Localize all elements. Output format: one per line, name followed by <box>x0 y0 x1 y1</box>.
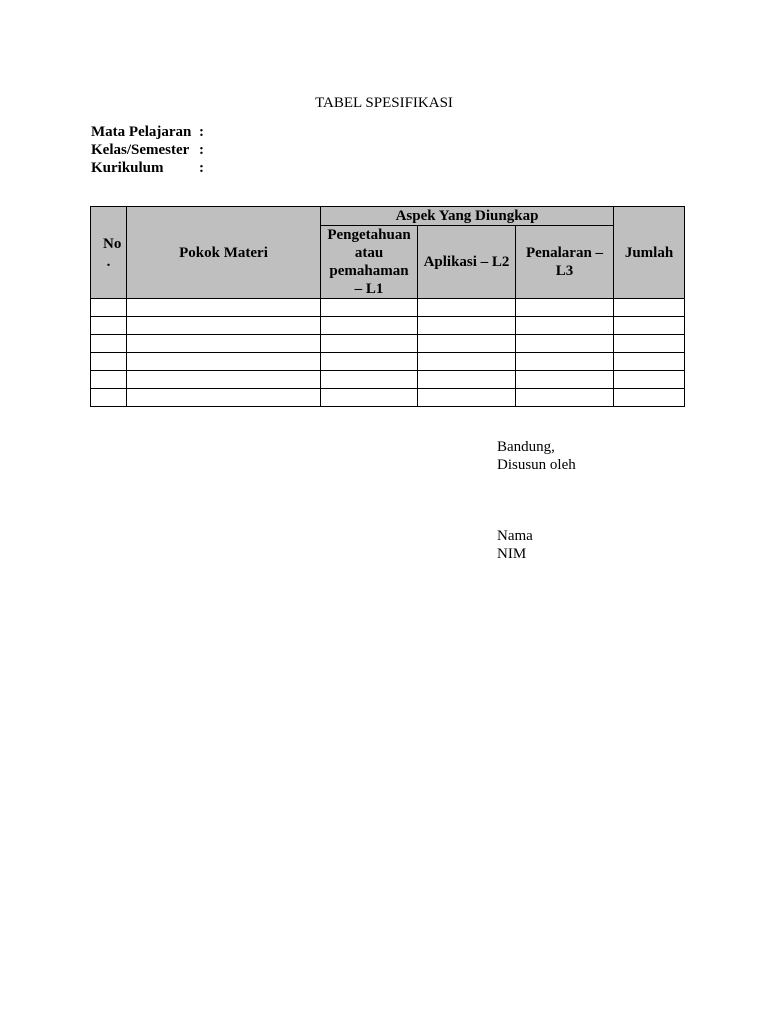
table-cell[interactable] <box>91 353 127 371</box>
table-cell[interactable] <box>418 353 516 371</box>
table-row <box>91 353 685 371</box>
table-cell[interactable] <box>127 299 321 317</box>
field-label: Mata Pelajaran <box>91 124 192 140</box>
field-colon: : <box>199 142 204 158</box>
table-cell[interactable] <box>127 317 321 335</box>
table-cell[interactable] <box>418 335 516 353</box>
table-cell[interactable] <box>91 371 127 389</box>
field-colon: : <box>199 160 204 176</box>
table-cell[interactable] <box>614 299 685 317</box>
identity-fields <box>91 123 209 177</box>
table-cell[interactable] <box>614 317 685 335</box>
header-l3: Penalaran – L3 <box>516 226 614 299</box>
table-cell[interactable] <box>516 389 614 407</box>
field-mata-pelajaran <box>91 123 209 141</box>
table-cell[interactable] <box>91 389 127 407</box>
signature-name: Nama <box>497 528 533 544</box>
table-cell[interactable] <box>127 389 321 407</box>
field-colon: : <box>199 124 204 140</box>
header-l1: Pengetahuan atau pemahaman – L1 <box>321 226 418 299</box>
table-cell[interactable] <box>614 353 685 371</box>
signature-prepared-by: Disusun oleh <box>497 457 576 473</box>
header-jumlah: Jumlah <box>614 207 685 299</box>
table-row <box>91 299 685 317</box>
table-cell[interactable] <box>321 335 418 353</box>
table-cell[interactable] <box>516 317 614 335</box>
table-cell[interactable] <box>418 371 516 389</box>
header-l2: Aplikasi – L2 <box>418 226 516 299</box>
table-cell[interactable] <box>321 317 418 335</box>
table-cell[interactable] <box>91 317 127 335</box>
table-cell[interactable] <box>127 335 321 353</box>
table-cell[interactable] <box>614 389 685 407</box>
table-cell[interactable] <box>516 371 614 389</box>
table-cell[interactable] <box>91 335 127 353</box>
table-row <box>91 371 685 389</box>
table-row <box>91 335 685 353</box>
table-cell[interactable] <box>418 299 516 317</box>
field-kelas-semester <box>91 141 209 159</box>
document-title: TABEL SPESIFIKASI <box>315 95 453 111</box>
table-cell[interactable] <box>418 389 516 407</box>
field-label: Kurikulum <box>91 160 164 176</box>
signature-nim: NIM <box>497 546 527 562</box>
table-cell[interactable] <box>321 353 418 371</box>
field-kurikulum <box>91 159 209 177</box>
table-cell[interactable] <box>614 335 685 353</box>
header-pokok-materi: Pokok Materi <box>127 207 321 299</box>
table-body <box>91 299 685 407</box>
table-cell[interactable] <box>91 299 127 317</box>
signature-place: Bandung, <box>497 439 555 455</box>
table-cell[interactable] <box>516 353 614 371</box>
signature-footer <box>497 527 533 563</box>
signature-header <box>497 438 576 474</box>
field-label: Kelas/Semester <box>91 142 190 158</box>
table-cell[interactable] <box>418 317 516 335</box>
table-cell[interactable] <box>516 299 614 317</box>
table-cell[interactable] <box>321 299 418 317</box>
table-cell[interactable] <box>614 371 685 389</box>
table-cell[interactable] <box>127 353 321 371</box>
header-aspek: Aspek Yang Diungkap <box>321 207 614 226</box>
table-cell[interactable] <box>516 335 614 353</box>
table-cell[interactable] <box>321 371 418 389</box>
specification-table <box>90 206 685 407</box>
table-row <box>91 389 685 407</box>
table-row <box>91 317 685 335</box>
table-cell[interactable] <box>321 389 418 407</box>
header-no: No . <box>91 207 127 299</box>
table-cell[interactable] <box>127 371 321 389</box>
